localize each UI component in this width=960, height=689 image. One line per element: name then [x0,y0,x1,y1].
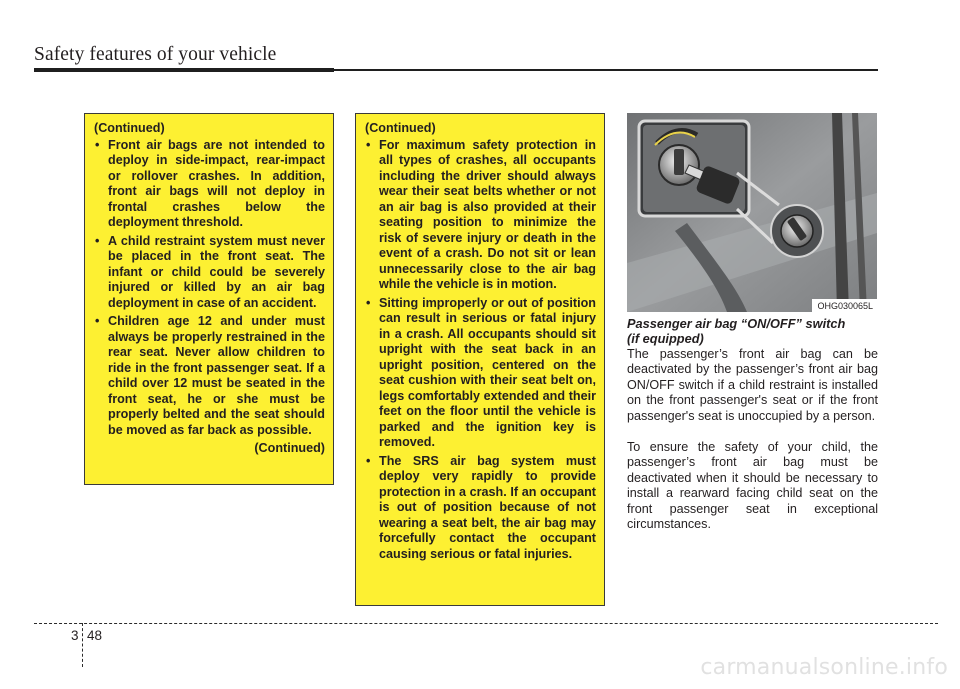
watermark: carmanualsonline.info [700,655,948,680]
body-paragraph-1: The passenger’s front air bag can be deactivated by the passenger’s front air bag ON/OFF switch if a child restraint is installed on the front passenger's seat or if the front passenger's seat is unoccupied by a person. [627,347,878,423]
continued-label: (Continued) [365,121,436,135]
section-heading [627,316,877,346]
warning-item: • Sitting improperly or out of position can result in serious or fatal injury in a crash. All occupants should sit upright with the seat back in an upright position, centered on the seat cushion with their seat belt on, legs comfortably extended and their feet on the floor until the vehicle is parked and the ignition key is removed. [366,295,596,449]
warning-list [94,138,325,439]
airbag-switch-figure [627,113,877,312]
warning-item: • Children age 12 and under must always be properly restrained in the rear seat. Never allow children to ride in the front passenger seat. If a child over 12 must be seated in the front seat, he or she must be properly belted and the seat should be moved as far back as possible. [95,314,325,437]
figure-code: OHG030065L [812,299,877,312]
bullet-icon: • [366,453,371,468]
warning-box-continued-2 [355,113,605,606]
bullet-icon: • [95,137,100,152]
header-rule-thick [34,68,334,72]
chapter-number: 3 [71,628,79,643]
bullet-icon: • [95,233,100,248]
airbag-switch-illustration [627,113,877,312]
body-paragraph-2: To ensure the safety of your child, the passenger’s front air bag must be deactivated when it should be necessary to install a rearward facing child seat on the front passenger seat in exceptional circumstances. [627,440,878,532]
warning-box-continued-1 [84,113,334,485]
page-header-title: Safety features of your vehicle [34,44,277,65]
page-number: 48 [87,628,103,643]
warning-list [365,138,596,563]
warning-item: • A child restraint system must never be placed in the front seat. The infant or child could be severely injured or killed by an air bag deployment in case of an accident. [95,233,325,310]
bullet-icon: • [95,314,100,328]
header-rule-thin [334,69,878,71]
continued-label: (Continued) [94,121,165,135]
continued-label-tail: (Continued) [254,441,325,455]
warning-item: • For maximum safety protection in all types of crashes, all occupants including the driver should always wear their seat belts whether or not an air bag is also provided at their seating position to minimize the risk of severe injury or death in the event of a crash. Do not sit or lean unnecessarily close to the air bag while the vehicle is in motion. [366,137,596,291]
bullet-icon: • [366,295,371,310]
footer-rule [34,623,938,624]
warning-item: • Front air bags are not intended to deploy in side-impact, rear-impact or rollover crashes. In addition, front air bags will not deploy in frontal crashes below the deployment threshold. [95,137,325,229]
footer-divider [82,623,83,667]
section-heading-line1: Passenger air bag “ON/OFF” switch [627,316,846,331]
warning-item: • The SRS air bag system must deploy very rapidly to provide protection in a crash. If an occupant is out of position because of not wearing a seat belt, the air bag may forcefully contact the occupant causing serious or fatal injuries. [366,453,596,561]
section-heading-line2: (if equipped) [627,331,704,346]
bullet-icon: • [366,137,371,152]
